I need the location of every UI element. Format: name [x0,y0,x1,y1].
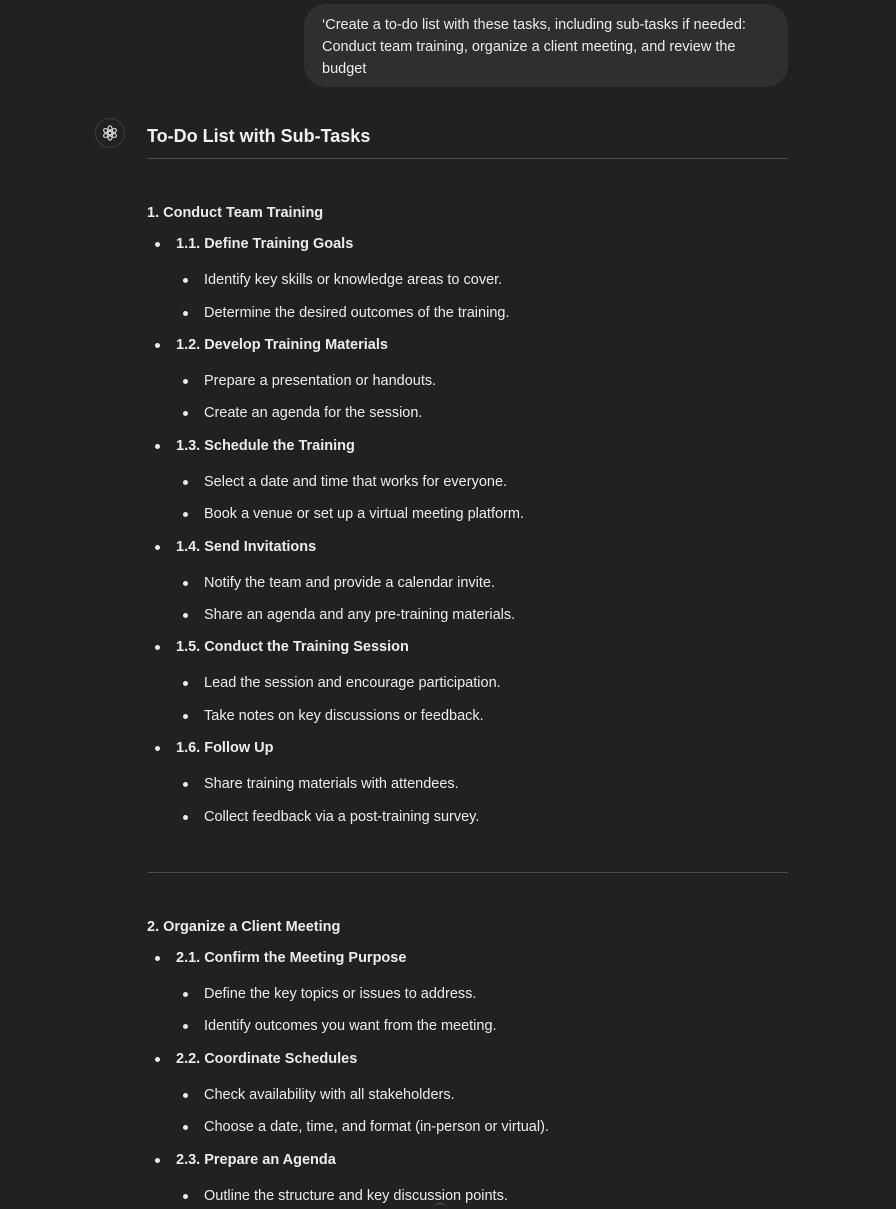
bullet [183,278,188,283]
bullet [183,992,188,997]
list-item: Create an agenda for the session. [204,403,422,423]
section-heading: 1. Conduct Team Training [147,205,324,221]
openai-logo-icon [101,124,119,142]
divider [147,872,788,873]
bullet [155,1158,160,1163]
bullet [155,956,160,961]
bullet [183,379,188,384]
bullet [183,311,188,316]
user-message-line: Conduct team training, organize a client meeting, and review the [322,39,736,55]
list-item: Notify the team and provide a calendar invite. [204,573,495,593]
bullet [183,1194,188,1199]
bullet [183,1125,188,1130]
bullet [183,512,188,517]
user-message-bubble [304,4,788,87]
list-item: Identify outcomes you want from the meeting. [204,1016,497,1036]
sub-task-heading: 1.6. Follow Up [176,738,273,758]
list-item: Prepare a presentation or handouts. [204,371,436,391]
divider [147,158,788,159]
bullet [155,645,160,650]
list-item: Lead the session and encourage participation. [204,673,501,693]
sub-task-heading: 1.4. Send Invitations [176,537,316,557]
sub-task-heading: 2.2. Coordinate Schedules [176,1049,357,1069]
bullet [183,581,188,586]
bullet [155,343,160,348]
list-item: Define the key topics or issues to address. [204,984,476,1004]
bullet [155,444,160,449]
sub-task-heading: 2.3. Prepare an Agenda [176,1150,336,1170]
list-item: Collect feedback via a post-training survey. [204,807,479,827]
sub-task-heading: 1.3. Schedule the Training [176,436,355,456]
list-item: Identify key skills or knowledge areas to cover. [204,270,502,290]
bullet [183,782,188,787]
bullet [183,411,188,416]
sub-task-heading: 2.1. Confirm the Meeting Purpose [176,948,406,968]
list-item: Outline the structure and key discussion points. [204,1186,508,1206]
bullet [183,815,188,820]
sub-task-heading: 1.5. Conduct the Training Session [176,637,409,657]
bullet [183,1093,188,1098]
list-item: Determine the desired outcomes of the training. [204,303,509,323]
list-item: Share training materials with attendees. [204,774,459,794]
bullet [155,1057,160,1062]
bullet [183,681,188,686]
list-item: Check availability with all stakeholders. [204,1085,455,1105]
bullet [183,480,188,485]
bullet [183,1024,188,1029]
bullet [155,242,160,247]
section-heading: 2. Organize a Client Meeting [147,919,341,935]
list-item: Take notes on key discussions or feedback. [204,706,484,726]
response-title: To-Do List with Sub-Tasks [147,126,371,146]
user-message-line: ‘Create a to-do list with these tasks, including sub-tasks if needed: [322,17,746,33]
list-item: Share an agenda and any pre-training materials. [204,605,515,625]
list-item: Choose a date, time, and format (in-person or virtual). [204,1117,549,1137]
sub-task-heading: 1.1. Define Training Goals [176,234,353,254]
user-message-line: budget [322,61,367,77]
list-item: Book a venue or set up a virtual meeting platform. [204,504,524,524]
assistant-avatar [95,118,125,148]
bullet [155,746,160,751]
sub-task-heading: 1.2. Develop Training Materials [176,335,388,355]
bullet [183,613,188,618]
bullet [155,545,160,550]
bullet [183,714,188,719]
list-item: Select a date and time that works for everyone. [204,472,507,492]
